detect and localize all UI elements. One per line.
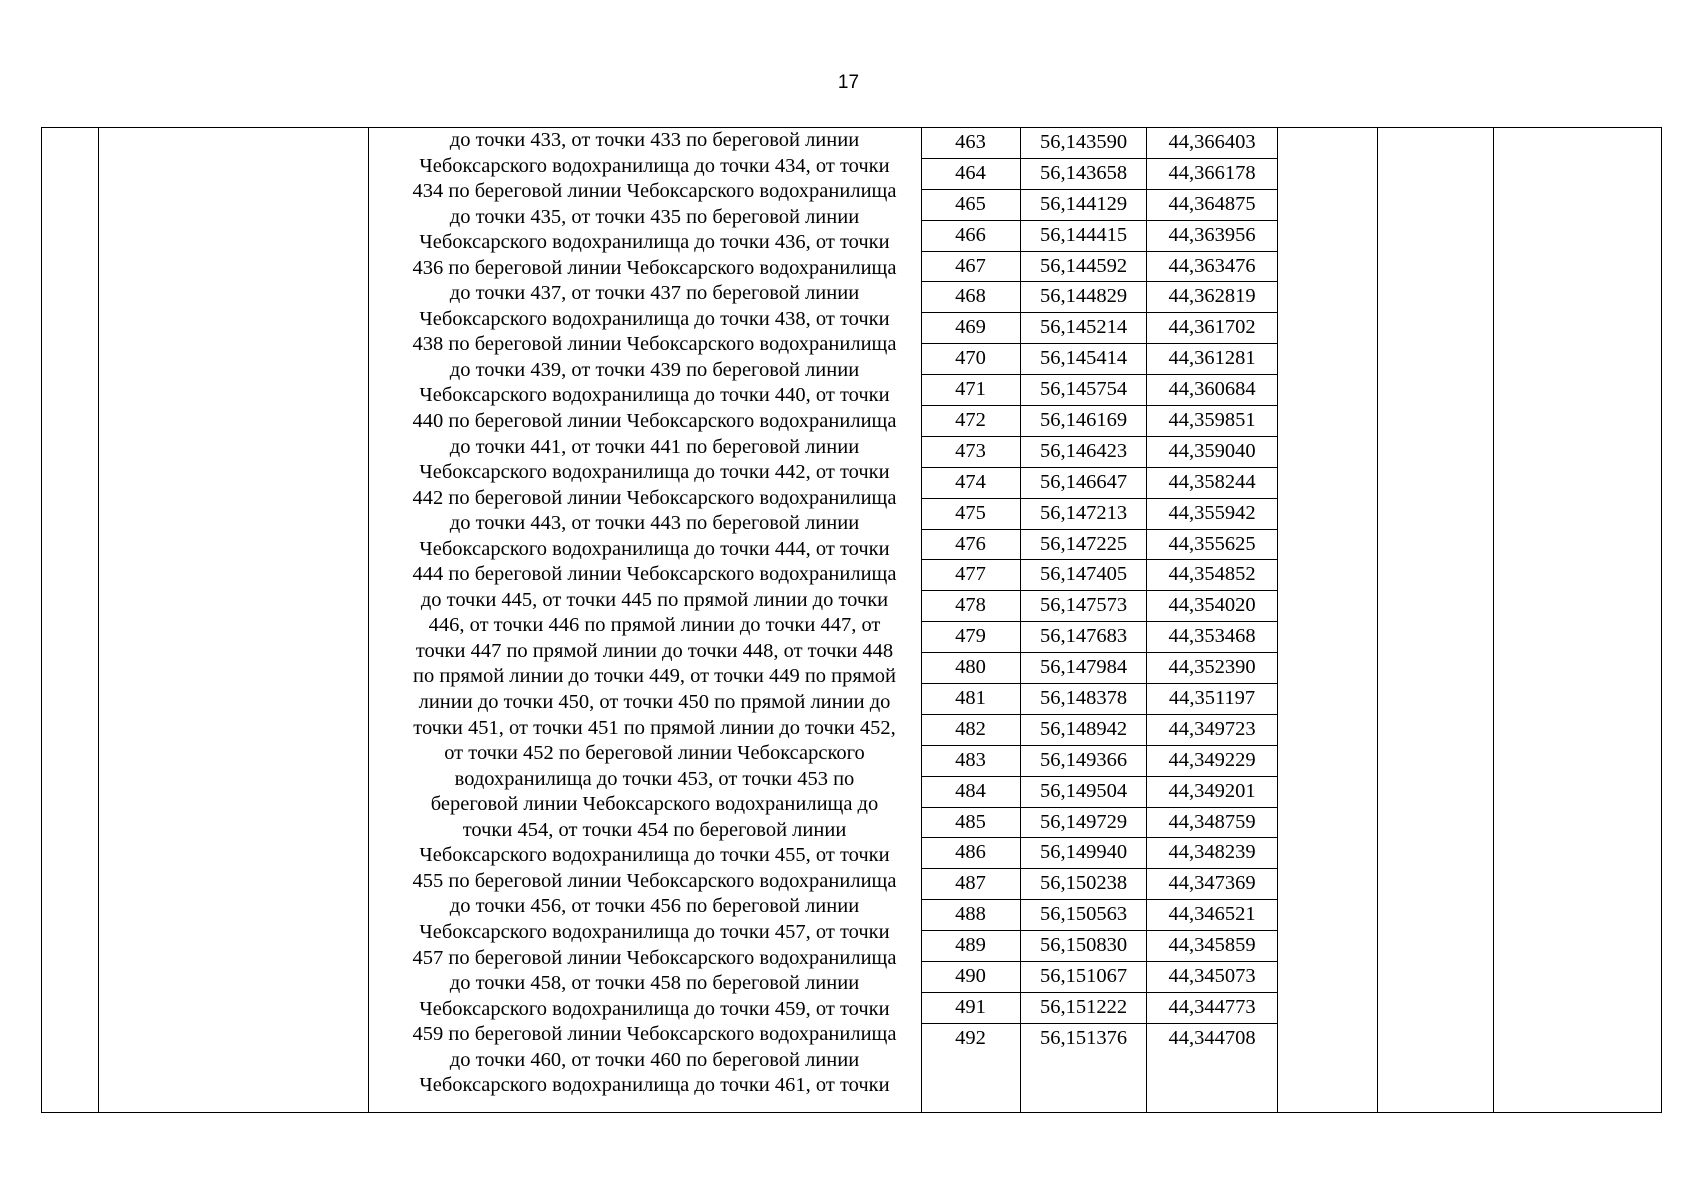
description-line: 459 по береговой линии Чебоксарского водохранилища	[412, 1023, 897, 1046]
description-line: 434 по береговой линии Чебоксарского водохранилища	[412, 180, 897, 203]
description-line: точки 451, от точки 451 по прямой линии до точки 452,	[413, 716, 896, 739]
boundary-table	[41, 127, 1662, 1113]
point-number: 465	[955, 192, 986, 215]
point-number: 475	[955, 501, 986, 524]
point-number: 487	[955, 872, 986, 895]
latitude-cell: 56,151376	[1039, 1026, 1128, 1049]
longitude-cell: 44,347369	[1168, 872, 1256, 895]
latitude-cell: 56,145214	[1039, 316, 1128, 339]
description-line: 457 по береговой линии Чебоксарского водохранилища	[412, 946, 897, 969]
description-line: от точки 452 по береговой линии Чебоксарского	[444, 742, 865, 765]
table-row	[921, 653, 1278, 684]
table-row	[921, 406, 1278, 437]
point-number: 472	[955, 409, 986, 432]
description-line: до точки 441, от точки 441 по береговой линии	[449, 435, 860, 458]
table-row	[921, 746, 1278, 777]
latitude-cell: 56,143590	[1039, 131, 1128, 153]
table-row	[921, 838, 1278, 869]
description-line: Чебоксарского водохранилища до точки 457, от точки	[419, 920, 890, 943]
point-number: 477	[955, 563, 986, 586]
latitude-cell: 56,149729	[1039, 810, 1128, 833]
latitude-cell: 56,144829	[1039, 285, 1128, 308]
description-line: 446, от точки 446 по прямой линии до точки 447, от	[428, 614, 881, 637]
table-row	[921, 900, 1278, 931]
longitude-cell: 44,359040	[1168, 439, 1256, 462]
longitude-cell: 44,355942	[1168, 501, 1256, 524]
table-row	[921, 622, 1278, 653]
table-row	[921, 344, 1278, 375]
longitude-cell: 44,353468	[1168, 625, 1256, 648]
point-number: 490	[955, 965, 986, 988]
latitude-cell: 56,150563	[1039, 903, 1128, 926]
longitude-cell: 44,355625	[1168, 532, 1256, 555]
table-row	[921, 221, 1278, 252]
description-line: 436 по береговой линии Чебоксарского водохранилища	[412, 256, 897, 279]
point-number: 474	[955, 470, 986, 493]
table-row	[921, 375, 1278, 406]
latitude-cell: 56,146647	[1039, 470, 1128, 493]
description-line: 442 по береговой линии Чебоксарского водохранилища	[412, 486, 897, 509]
table-row	[921, 437, 1278, 468]
longitude-cell: 44,360684	[1168, 378, 1256, 401]
point-number: 468	[955, 285, 986, 308]
description-line: 444 по береговой линии Чебоксарского водохранилища	[412, 563, 897, 586]
table-row	[921, 962, 1278, 993]
description-line: Чебоксарского водохранилища до точки 461, от точки	[419, 1074, 890, 1097]
description-line: 455 по береговой линии Чебоксарского водохранилища	[412, 869, 897, 892]
longitude-cell: 44,349201	[1168, 779, 1256, 802]
column-divider	[1377, 128, 1378, 1112]
point-number: 485	[955, 810, 986, 833]
description-line: до точки 435, от точки 435 по береговой линии	[449, 205, 860, 228]
longitude-cell: 44,362819	[1168, 285, 1256, 308]
description-line: до точки 439, от точки 439 по береговой линии	[449, 358, 860, 381]
latitude-cell: 56,148942	[1039, 717, 1128, 740]
latitude-cell: 56,151222	[1039, 995, 1128, 1018]
longitude-cell: 44,345859	[1168, 934, 1256, 957]
page-number: 17	[837, 72, 860, 93]
table-row	[921, 282, 1278, 313]
point-number: 476	[955, 532, 986, 555]
table-row	[921, 313, 1278, 344]
table-row	[921, 715, 1278, 746]
point-number: 481	[955, 687, 986, 710]
point-number: 471	[955, 378, 986, 401]
table-row	[921, 468, 1278, 499]
description-line: до точки 443, от точки 443 по береговой линии	[449, 512, 860, 535]
longitude-cell: 44,344773	[1168, 995, 1256, 1018]
point-number: 483	[955, 748, 986, 771]
latitude-cell: 56,143658	[1039, 161, 1128, 184]
table-row	[921, 591, 1278, 622]
latitude-cell: 56,149504	[1039, 779, 1128, 802]
point-number: 480	[955, 656, 986, 679]
point-number: 489	[955, 934, 986, 957]
point-number: 469	[955, 316, 986, 339]
longitude-cell: 44,354020	[1168, 594, 1256, 617]
longitude-cell: 44,349229	[1168, 748, 1256, 771]
latitude-cell: 56,151067	[1039, 965, 1128, 988]
point-number: 473	[955, 439, 986, 462]
table-row	[921, 190, 1278, 221]
description-line: до точки 460, от точки 460 по береговой линии	[449, 1048, 860, 1071]
description-line: точки 447 по прямой линии до точки 448, от точки 448	[415, 639, 894, 662]
description-line: водохранилища до точки 453, от точки 453 по	[454, 767, 855, 790]
latitude-cell: 56,149940	[1039, 841, 1128, 864]
description-line: Чебоксарского водохранилища до точки 444, от точки	[419, 537, 890, 560]
latitude-cell: 56,147225	[1039, 532, 1128, 555]
point-number: 470	[955, 347, 986, 370]
longitude-cell: 44,361702	[1168, 316, 1256, 339]
table-row	[921, 993, 1278, 1024]
latitude-cell: 56,150238	[1039, 872, 1128, 895]
point-number: 464	[955, 161, 986, 184]
description-line: береговой линии Чебоксарского водохранилища до	[430, 793, 879, 816]
table-row	[921, 808, 1278, 839]
description-line: до точки 445, от точки 445 по прямой линии до точки	[420, 588, 889, 611]
longitude-cell: 44,366178	[1168, 161, 1256, 184]
longitude-cell: 44,366403	[1168, 131, 1256, 153]
longitude-cell: 44,351197	[1168, 687, 1256, 710]
latitude-cell: 56,147573	[1039, 594, 1128, 617]
description-line: до точки 458, от точки 458 по береговой линии	[449, 972, 860, 995]
longitude-cell: 44,349723	[1168, 717, 1256, 740]
latitude-cell: 56,147213	[1039, 501, 1128, 524]
longitude-cell: 44,348239	[1168, 841, 1256, 864]
description-line: 438 по береговой линии Чебоксарского водохранилища	[412, 333, 897, 356]
description-line: 440 по береговой линии Чебоксарского водохранилища	[412, 410, 897, 433]
longitude-cell: 44,361281	[1168, 347, 1256, 370]
longitude-cell: 44,363956	[1168, 223, 1256, 246]
latitude-cell: 56,147405	[1039, 563, 1128, 586]
longitude-cell: 44,348759	[1168, 810, 1256, 833]
table-row	[921, 530, 1278, 561]
point-number: 479	[955, 625, 986, 648]
point-number: 466	[955, 223, 986, 246]
longitude-cell: 44,346521	[1168, 903, 1256, 926]
point-number: 467	[955, 254, 986, 277]
description-line: до точки 456, от точки 456 по береговой линии	[449, 895, 860, 918]
longitude-cell: 44,363476	[1168, 254, 1256, 277]
point-number: 463	[955, 131, 986, 153]
table-row	[921, 128, 1278, 159]
description-line: Чебоксарского водохранилища до точки 459, от точки	[419, 997, 890, 1020]
point-number: 482	[955, 717, 986, 740]
latitude-cell: 56,144592	[1039, 254, 1128, 277]
longitude-cell: 44,354852	[1168, 563, 1256, 586]
table-row	[921, 684, 1278, 715]
description-line: Чебоксарского водохранилища до точки 438, от точки	[419, 307, 890, 330]
longitude-cell: 44,352390	[1168, 656, 1256, 679]
column-divider	[368, 128, 369, 1112]
description-line: до точки 433, от точки 433 по береговой линии	[449, 129, 860, 151]
longitude-cell: 44,364875	[1168, 192, 1256, 215]
latitude-cell: 56,146423	[1039, 439, 1128, 462]
description-line: Чебоксарского водохранилища до точки 442, от точки	[419, 461, 890, 484]
table-row	[921, 869, 1278, 900]
longitude-cell: 44,359851	[1168, 409, 1256, 432]
table-row	[921, 159, 1278, 190]
latitude-cell: 56,145754	[1039, 378, 1128, 401]
point-number: 488	[955, 903, 986, 926]
latitude-cell: 56,147984	[1039, 656, 1128, 679]
column-divider	[1493, 128, 1494, 1112]
description-line: линии до точки 450, от точки 450 по прямой линии до	[418, 691, 891, 714]
description-line: до точки 437, от точки 437 по береговой линии	[449, 282, 860, 305]
boundary-description	[382, 128, 927, 1099]
table-row	[921, 931, 1278, 962]
description-line: по прямой линии до точки 449, от точки 449 по прямой	[412, 665, 897, 688]
table-row	[921, 252, 1278, 283]
table-row	[921, 777, 1278, 808]
point-number: 486	[955, 841, 986, 864]
description-line: Чебоксарского водохранилища до точки 434, от точки	[419, 154, 890, 177]
description-line: Чебоксарского водохранилища до точки 436, от точки	[419, 231, 890, 254]
table-row	[921, 560, 1278, 591]
latitude-cell: 56,144129	[1039, 192, 1128, 215]
latitude-cell: 56,145414	[1039, 347, 1128, 370]
latitude-cell: 56,148378	[1039, 687, 1128, 710]
point-number: 478	[955, 594, 986, 617]
column-divider	[98, 128, 99, 1112]
latitude-cell: 56,149366	[1039, 748, 1128, 771]
longitude-cell: 44,358244	[1168, 470, 1256, 493]
latitude-cell: 56,146169	[1039, 409, 1128, 432]
table-row	[921, 1024, 1278, 1055]
longitude-cell: 44,344708	[1168, 1026, 1256, 1049]
point-number: 491	[955, 995, 986, 1018]
description-line: Чебоксарского водохранилища до точки 455, от точки	[419, 844, 890, 867]
latitude-cell: 56,144415	[1039, 223, 1128, 246]
description-line: точки 454, от точки 454 по береговой линии	[462, 818, 847, 841]
latitude-cell: 56,147683	[1039, 625, 1128, 648]
description-line: Чебоксарского водохранилища до точки 440, от точки	[419, 384, 890, 407]
point-number: 484	[955, 779, 986, 802]
latitude-cell: 56,150830	[1039, 934, 1128, 957]
coordinates-grid	[921, 128, 1278, 1055]
table-row	[921, 499, 1278, 530]
longitude-cell: 44,345073	[1168, 965, 1256, 988]
point-number: 492	[955, 1026, 986, 1049]
